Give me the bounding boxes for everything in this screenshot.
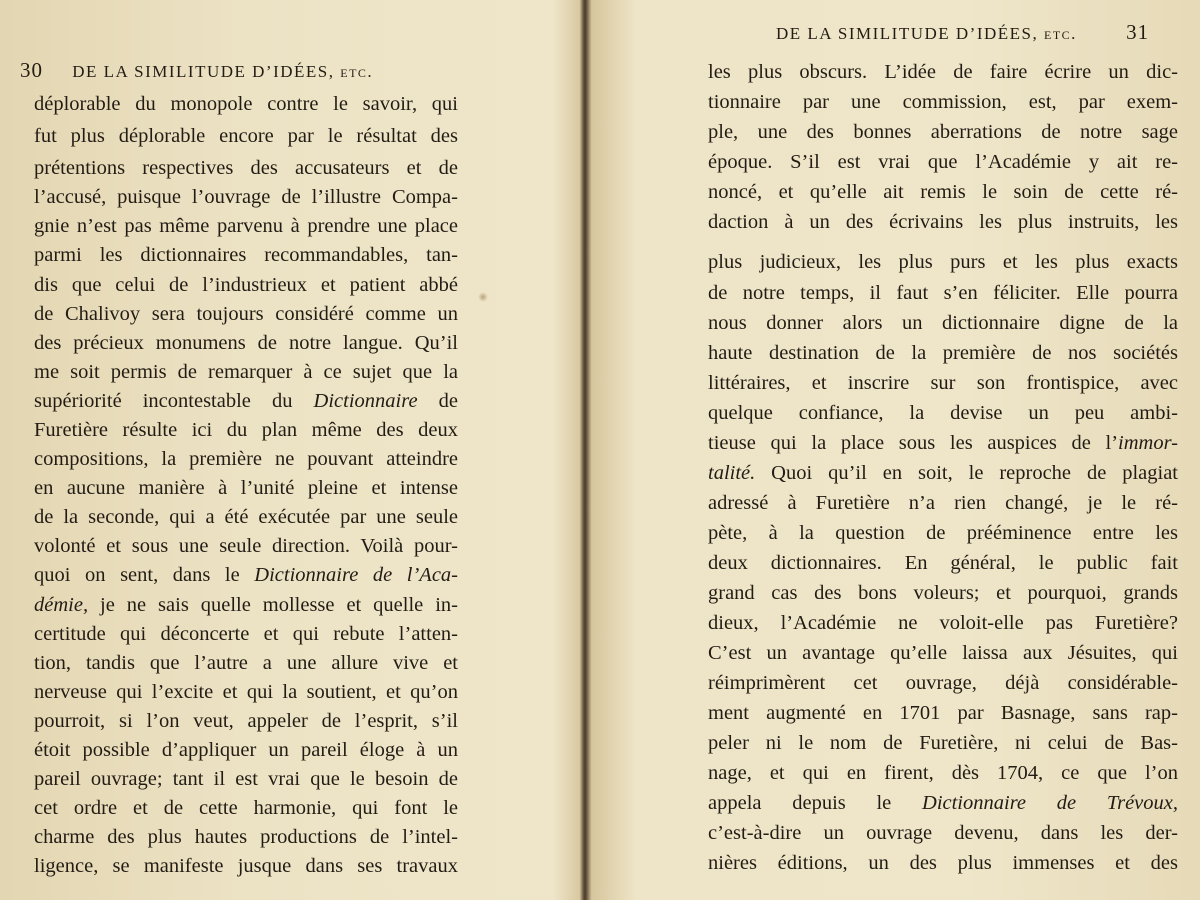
text-line: compositions, la première ne pouvant atteindre — [34, 448, 458, 470]
text-line: nage, et qui en firent, dès 1704, ce que l’on — [708, 762, 1178, 784]
text-line: démie, je ne sais quelle mollesse et quelle in- — [34, 594, 458, 616]
text-line: dieux, l’Académie ne voloit-elle pas Furetière? — [708, 612, 1178, 634]
text-line: me soit permis de remarquer à ce sujet que la — [34, 361, 458, 383]
text-line: nerveuse qui l’excite et qui la soutient, et qu’on — [34, 681, 458, 703]
text-line: prétentions respectives des accusateurs et de — [34, 157, 458, 179]
text-line: fut plus déplorable encore par le résultat des — [34, 125, 458, 147]
text-line: nières éditions, un des plus immenses et des — [708, 852, 1178, 874]
text-line: charme des plus hautes productions de l’intel- — [34, 826, 458, 848]
left-running-head — [20, 58, 373, 83]
text-line: quelque confiance, la devise un peu ambi- — [708, 402, 1178, 424]
text-line: en aucune manière à l’unité pleine et intense — [34, 477, 458, 499]
left-page-number: 30 — [20, 58, 43, 82]
text-line: c’est-à-dire un ouvrage devenu, dans les der- — [708, 822, 1178, 844]
right-page-number: 31 — [1126, 20, 1150, 44]
text-line: appela depuis le Dictionnaire de Trévoux, — [708, 792, 1178, 814]
right-running-title: DE LA SIMILITUDE D’IDÉES, etc. — [776, 24, 1077, 43]
text-line: déplorable du monopole contre le savoir, qui — [34, 93, 458, 115]
text-line: tion, tandis que l’autre a une allure vive et — [34, 652, 458, 674]
text-line: dis que celui de l’industrieux et patient abbé — [34, 274, 458, 296]
text-line: de Chalivoy sera toujours considéré comme un — [34, 303, 458, 325]
paper-foxing-spot — [478, 292, 488, 302]
text-line: réimprimèrent cet ouvrage, déjà considérable- — [708, 672, 1178, 694]
text-line: talité. Quoi qu’il en soit, le reproche de plagiat — [708, 462, 1178, 484]
text-line: haute destination de la première de nos sociétés — [708, 342, 1178, 364]
text-line: ligence, se manifeste jusque dans ses travaux — [34, 855, 458, 877]
text-line: supériorité incontestable du Dictionnaire de — [34, 390, 458, 412]
text-line: daction à un des écrivains les plus instruits, les — [708, 211, 1178, 233]
text-line: gnie n’est pas même parvenu à prendre une place — [34, 215, 458, 237]
text-line: époque. S’il est vrai que l’Académie y ait re- — [708, 151, 1178, 173]
text-line: parmi les dictionnaires recommandables, tan- — [34, 244, 458, 266]
right-page — [588, 0, 1200, 900]
text-line: les plus obscurs. L’idée de faire écrire un dic- — [708, 61, 1178, 83]
right-running-head — [776, 20, 1149, 45]
text-line: C’est un avantage qu’elle laissa aux Jésuites, qui — [708, 642, 1178, 664]
text-line: plus judicieux, les plus purs et les plus exacts — [708, 251, 1178, 273]
text-line: étoit possible d’appliquer un pareil éloge à un — [34, 739, 458, 761]
text-line: tieuse qui la place sous les auspices de l’immor- — [708, 432, 1178, 454]
text-line: de notre temps, il faut s’en féliciter. Elle pourra — [708, 282, 1178, 304]
text-line: tionnaire par une commission, est, par exem- — [708, 91, 1178, 113]
text-line: des précieux monumens de notre langue. Qu’il — [34, 332, 458, 354]
text-line: ment augmenté en 1701 par Basnage, sans rap- — [708, 702, 1178, 724]
left-page — [0, 0, 578, 900]
text-line: noncé, et qu’elle ait remis le soin de cette ré- — [708, 181, 1178, 203]
text-line: adressé à Furetière n’a rien changé, je le ré- — [708, 492, 1178, 514]
text-line: ple, une des bonnes aberrations de notre sage — [708, 121, 1178, 143]
text-line: pareil ouvrage; tant il est vrai que le besoin de — [34, 768, 458, 790]
text-line: grand cas des bons voleurs; et pourquoi, grands — [708, 582, 1178, 604]
text-line: pourroit, si l’on veut, appeler de l’esprit, s’il — [34, 710, 458, 732]
text-line: quoi on sent, dans le Dictionnaire de l’Aca- — [34, 564, 458, 586]
text-line: l’accusé, puisque l’ouvrage de l’illustre Compa- — [34, 186, 458, 208]
text-line: nous donner alors un dictionnaire digne de la — [708, 312, 1178, 334]
text-line: certitude qui déconcerte et qui rebute l’atten- — [34, 623, 458, 645]
text-line: cet ordre et de cette harmonie, qui font le — [34, 797, 458, 819]
text-line: littéraires, et inscrire sur son frontispice, avec — [708, 372, 1178, 394]
text-line: de la seconde, qui a été exécutée par une seule — [34, 506, 458, 528]
text-line: Furetière résulte ici du plan même des deux — [34, 419, 458, 441]
text-line: deux dictionnaires. En général, le public fait — [708, 552, 1178, 574]
text-line: pète, à la question de prééminence entre les — [708, 522, 1178, 544]
left-running-title: DE LA SIMILITUDE D’IDÉES, etc. — [72, 62, 374, 81]
text-line: volonté et sous une seule direction. Voilà pour- — [34, 535, 458, 557]
text-line: peler ni le nom de Furetière, ni celui de Bas- — [708, 732, 1178, 754]
